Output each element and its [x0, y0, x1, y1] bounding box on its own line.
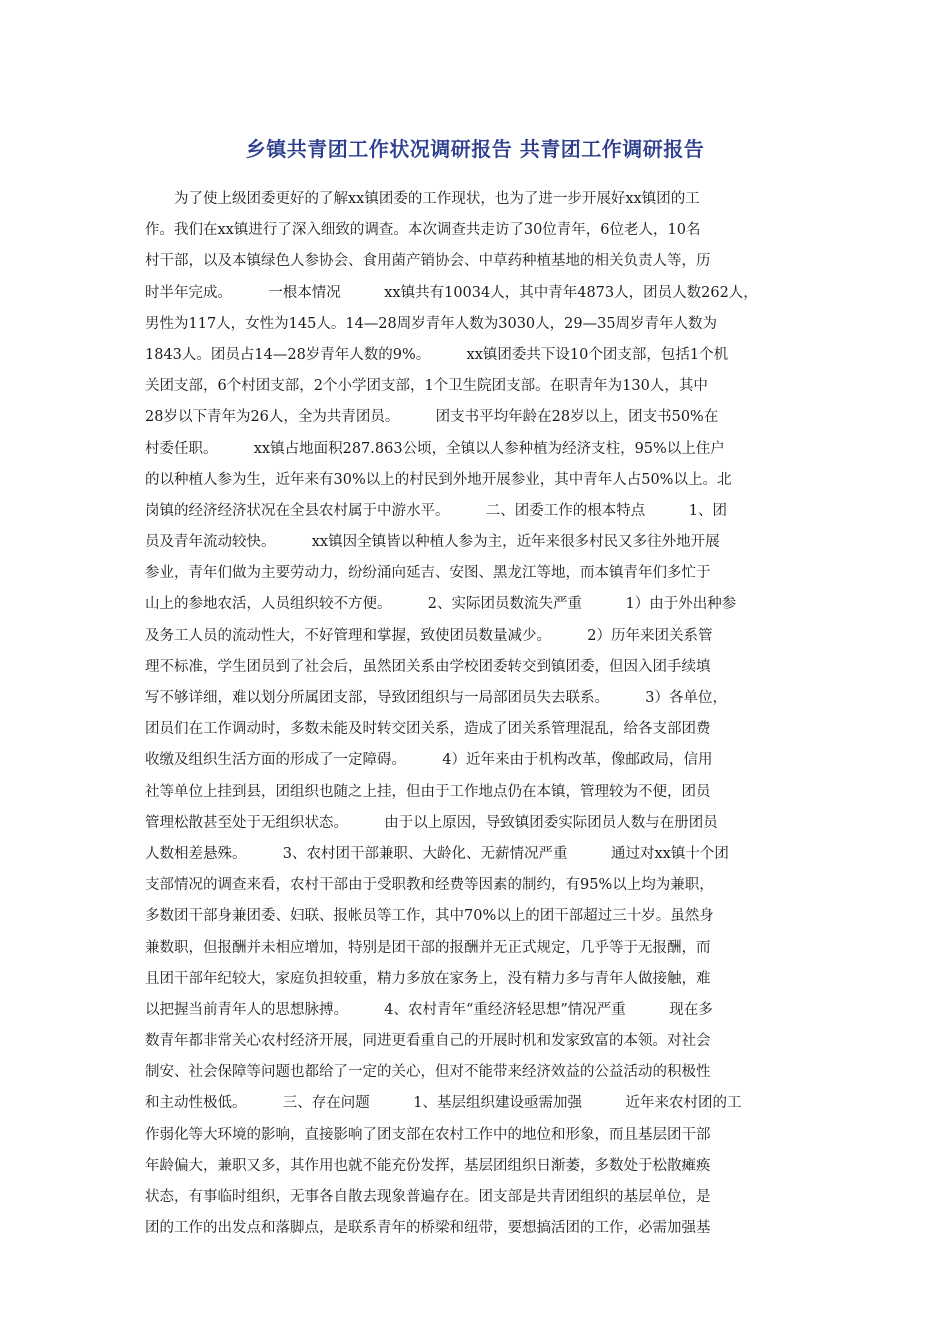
body-line: 村干部，以及本镇绿色人参协会、食用菌产销协会、中草药种植基地的相关负责人等，历 [145, 253, 711, 270]
body-line: 作弱化等大环境的影响，直接影响了团支部在农村工作中的地位和形象，而且基层团干部 [145, 1126, 711, 1143]
body-line: 作。我们在xx镇进行了深入细致的调查。本次调查共走访了30位青年，6位老人，10名 [145, 222, 701, 239]
body-line: 且团干部年纪较大，家庭负担较重，精力多放在家务上，没有精力多与青年人做接触，难 [145, 970, 711, 987]
body-line: 理不标准，学生团员到了社会后，虽然团关系由学校团委转交到镇团委，但因入团手续填 [145, 658, 711, 675]
document-title: 乡镇共青团工作状况调研报告 共青团工作调研报告 [245, 137, 705, 161]
body-line: 收缴及组织生活方面的形成了一定障碍。 4）近年来由于机构改革，像邮政局，信用 [145, 752, 713, 769]
document-body [145, 184, 825, 1244]
body-line: 人数相差悬殊。 3、农村团干部兼职、大龄化、无薪情况严重 通过对xx镇十个团 [145, 845, 729, 862]
body-line: 社等单位上挂到县，团组织也随之上挂，但由于工作地点仍在本镇，管理较为不便，团员 [145, 783, 711, 800]
body-line: 时半年完成。 一根本情况 xx镇共有10034人，其中青年4873人，团员人数262人， [145, 284, 758, 301]
body-line: 多数团干部身兼团委、妇联、报帐员等工作，其中70%以上的团干部超过三十岁。虽然身 [145, 908, 714, 925]
body-line: 兼数职，但报酬并未相应增加，特别是团干部的报酬并无正式规定，几乎等于无报酬，而 [145, 939, 711, 956]
body-line: 的以种植人参为生，近年来有30%以上的村民到外地开展参业，其中青年人占50%以上。北 [145, 471, 732, 488]
body-line: 制安、社会保障等问题也都给了一定的关心，但对不能带来经济效益的公益活动的积极性 [145, 1064, 711, 1081]
body-line: 和主动性极低。 三、存在问题 1、基层组织建设亟需加强 近年来农村团的工 [145, 1095, 742, 1112]
body-line: 以把握当前青年人的思想脉搏。 4、农村青年“重经济轻思想”情况严重 现在多 [145, 1001, 713, 1018]
body-line: 男性为117人，女性为145人。14—28周岁青年人数为3030人，29—35周岁青年人数为 [145, 315, 718, 332]
body-line: 状态，有事临时组织，无事各自散去现象普遍存在。团支部是共青团组织的基层单位，是 [145, 1189, 711, 1205]
body-line: 村委任职。 xx镇占地面积287.863公顷，全镇以人参种植为经济支柱，95%以上住户 [145, 440, 725, 457]
body-line: 为了使上级团委更好的了解xx镇团委的工作现状，也为了进一步开展好xx镇团的工 [145, 191, 700, 207]
body-line: 管理松散甚至处于无组织状态。 由于以上原因，导致镇团委实际团员人数与在册团员 [145, 814, 718, 831]
body-line: 团的工作的出发点和落脚点，是联系青年的桥梁和纽带，要想搞活团的工作，必需加强基 [145, 1220, 711, 1237]
body-line: 及务工人员的流动性大，不好管理和掌握，致使团员数量减少。 2）历年来团关系管 [145, 627, 713, 644]
body-line: 年龄偏大，兼职又多，其作用也就不能充份发挥，基层团组织日渐萎，多数处于松散瘫痪 [145, 1157, 711, 1174]
body-line: 1843人。团员占14—28岁青年人数的9%。 xx镇团委共下设10个团支部，包括1个机 [145, 346, 729, 363]
body-line: 参业，青年们做为主要劳动力，纷纷涌向延吉、安图、黑龙江等地，而本镇青年们多忙于 [145, 565, 711, 582]
body-line: 员及青年流动较快。 xx镇因全镇皆以种植人参为主，近年来很多村民又多往外地开展 [145, 534, 720, 551]
body-line: 关团支部，6个村团支部，2个小学团支部，1个卫生院团支部。在职青年为130人，其中 [145, 378, 708, 395]
body-line: 数青年都非常关心农村经济开展，同进更看重自己的开展时机和发家致富的本领。对社会 [145, 1033, 711, 1050]
body-line: 团员们在工作调动时，多数未能及时转交团关系，造成了团关系管理混乱，给各支部团费 [145, 721, 711, 738]
body-line: 28岁以下青年为26人，全为共青团员。 团支书平均年龄在28岁以上，团支书50%在 [145, 409, 719, 426]
body-line: 支部情况的调查来看，农村干部由于受职教和经费等因素的制约，有95%以上均为兼职， [145, 877, 714, 894]
body-line: 岗镇的经济经济状况在全县农村属于中游水平。 二、团委工作的根本特点 1、团 [145, 502, 727, 519]
body-line: 山上的参地农活，人员组织较不方便。 2、实际团员数流失严重 1）由于外出种参 [145, 596, 737, 613]
body-line: 写不够详细，难以划分所属团支部，导致团组织与一局部团员失去联系。 3）各单位， [145, 690, 727, 706]
